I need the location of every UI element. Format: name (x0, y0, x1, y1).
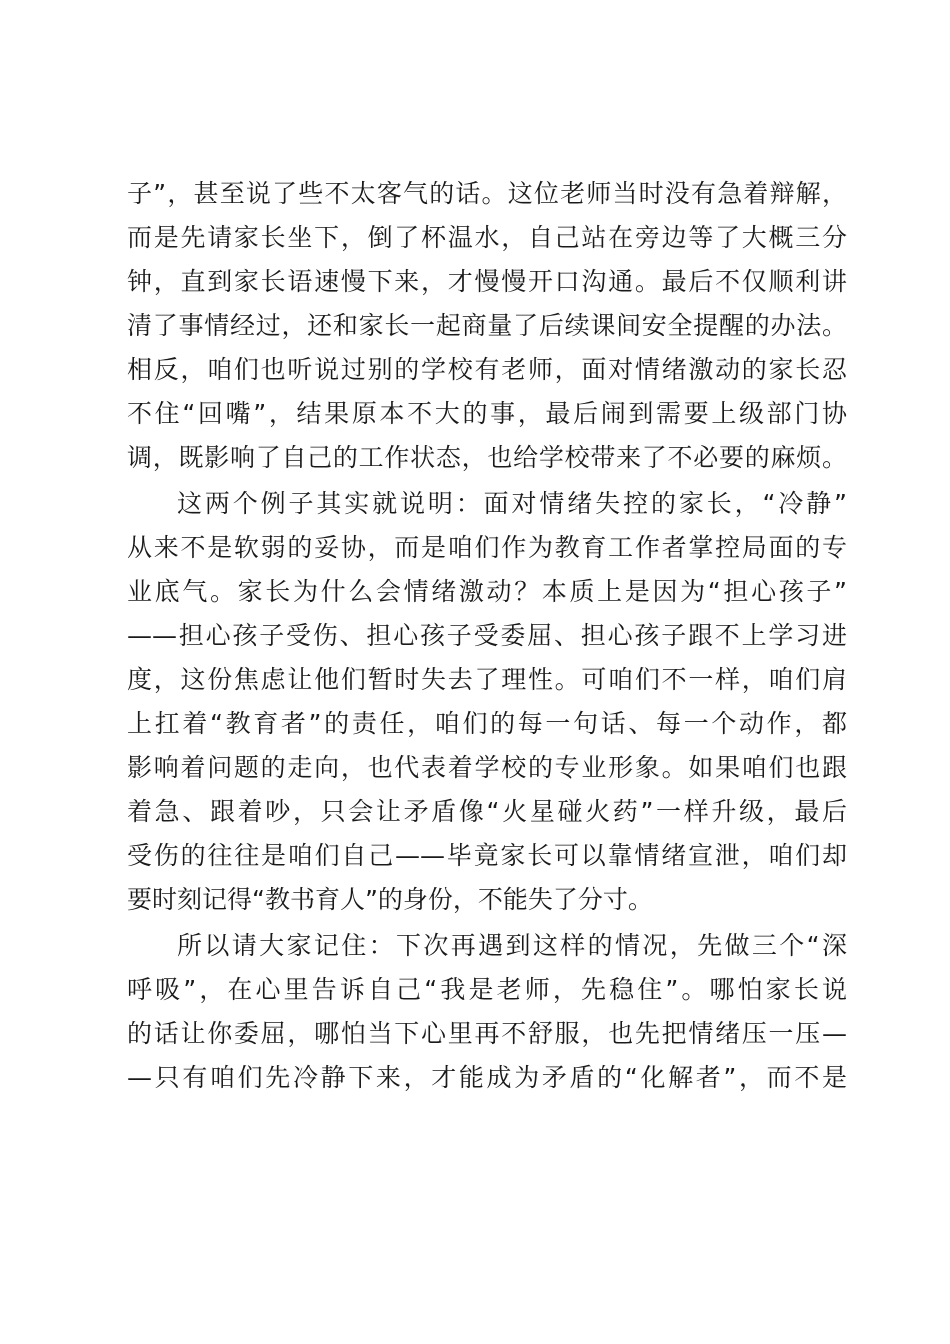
text-line: 上扛着“教育者”的责任，咱们的每一句话、每一个动作，都 (127, 709, 847, 738)
document-body (127, 172, 847, 1100)
text-line: ——担心孩子受伤、担心孩子受委屈、担心孩子跟不上学习进 (127, 621, 847, 650)
text-line: 钟，直到家长语速慢下来，才慢慢开口沟通。最后不仅顺利讲 (127, 267, 847, 296)
text-line: 着急、跟着吵，只会让矛盾像“火星碰火药”一样升级，最后 (127, 797, 847, 826)
text-line: 所以请大家记住：下次再遇到这样的情况，先做三个“深 (177, 931, 847, 960)
text-line: 呼吸”，在心里告诉自己“我是老师，先稳住”。哪怕家长说 (127, 975, 847, 1004)
text-line: 业底气。家长为什么会情绪激动？本质上是因为“担心孩子” (127, 577, 847, 606)
paragraph-3 (127, 924, 847, 1100)
text-line: 调，既影响了自己的工作状态，也给学校带来了不必要的麻烦。 (127, 443, 847, 472)
text-line: 度，这份焦虑让他们暂时失去了理性。可咱们不一样，咱们肩 (127, 665, 847, 694)
text-line: 受伤的往往是咱们自己——毕竟家长可以靠情绪宣泄，咱们却 (127, 841, 847, 870)
text-line: 相反，咱们也听说过别的学校有老师，面对情绪激动的家长忍 (127, 355, 847, 384)
text-line: 要时刻记得“教书育人”的身份，不能失了分寸。 (127, 885, 653, 914)
text-line: 清了事情经过，还和家长一起商量了后续课间安全提醒的办法。 (127, 311, 847, 340)
paragraph-2 (127, 482, 847, 922)
text-line: 从来不是软弱的妥协，而是咱们作为教育工作者掌控局面的专 (127, 533, 847, 562)
text-line: —只有咱们先冷静下来，才能成为矛盾的“化解者”，而不是 (127, 1063, 847, 1092)
text-line: 影响着问题的走向，也代表着学校的专业形象。如果咱们也跟 (127, 753, 847, 782)
text-line: 而是先请家长坐下，倒了杯温水，自己站在旁边等了大概三分 (127, 223, 847, 252)
text-line: 子”，甚至说了些不太客气的话。这位老师当时没有急着辩解， (127, 179, 847, 208)
paragraph-1 (127, 172, 847, 480)
text-line: 这两个例子其实就说明：面对情绪失控的家长，“冷静” (177, 489, 847, 518)
text-line: 的话让你委屈，哪怕当下心里再不舒服，也先把情绪压一压— (127, 1019, 847, 1048)
text-line: 不住“回嘴”，结果原本不大的事，最后闹到需要上级部门协 (127, 399, 847, 428)
